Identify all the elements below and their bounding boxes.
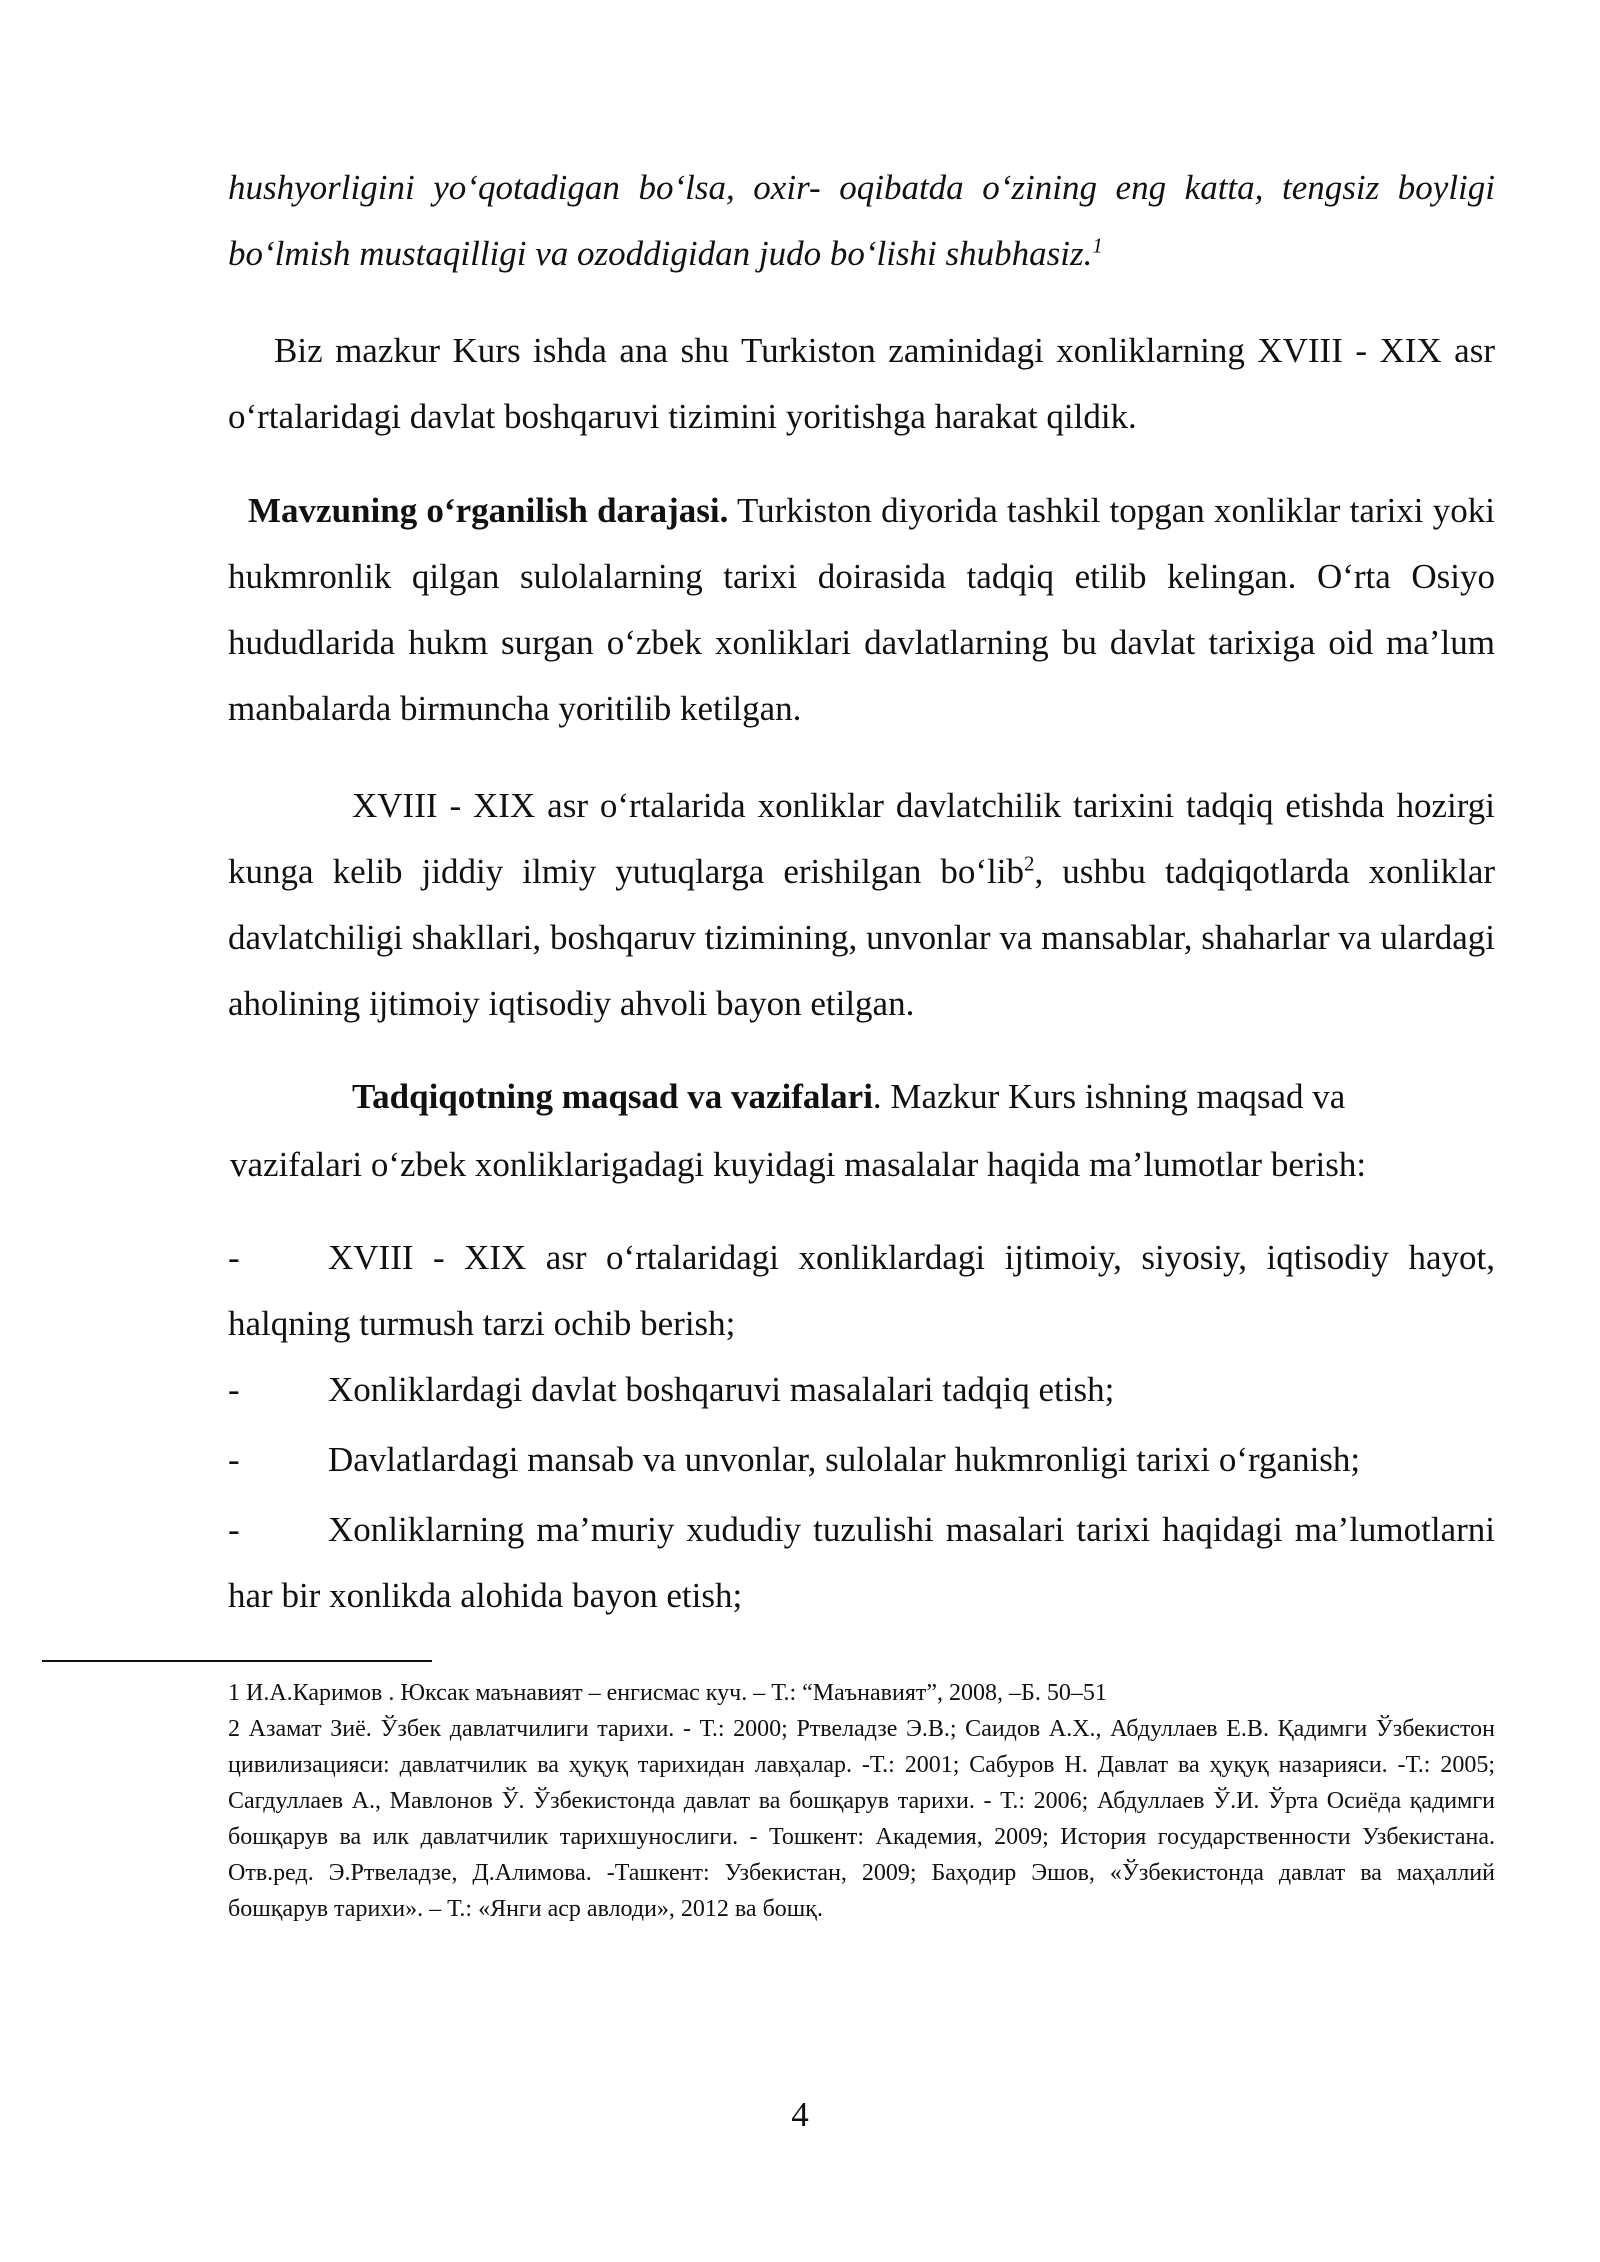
goals-text-b: vazifalari oʻzbek xonliklarigadagi kuyidagi masalalar haqida ma’lumotlar berish: [230,1145,1367,1184]
achievements-text-b: , ushbu tadqiqotlarda xonliklar davlatchiligi shakllari, boshqaruv tizimining, unvonlar va mansablar, shaharlar va ulardagi aholining ijtimoiy iqtisodiy ahvoli bayon etilgan. [228,852,1496,1023]
paragraph-goals [228,1063,1495,1199]
list-dash: - [228,1370,240,1409]
footnote-2: 2 Азамат Зиё. Ўзбек давлатчилиги тарихи. - Т.: 2000; Ртвеладзе Э.В.; Саидов А.Х., Абдуллаев Е.В. Қадимги Ўзбекистон цивилизацияси: давлатчилик ва ҳуқуқ тарихидан лавҳалар. -Т.: 2001; Сабуров Н. Давлат ва ҳуқуқ назарияси. -Т.: 2005; Сагдуллаев А., Мавлонов Ў. Ўзбекистонда давлат ва бошқарув тарихи. - Т.: 2006; Абдуллаев Ў.И. Ўрта Осиёда қадимги бошқарув ва илк давлатчилик тарихшунослиги. - Тошкент: Академия, 2009; История государственности Узбекистана. Отв.ред. Э.Ртвеладзе, Д.Алимова. -Ташкент: Узбекистан, 2009; Баҳодир Эшов, «Ўзбекистонда давлат ва маҳаллий бошқарув тарихи». – Т.: «Янги аср авлоди», 2012 ва бошқ. [228,1716,1495,1922]
list-item [228,1357,1495,1423]
study-level-text: Turkiston diyorida tashkil topgan xonliklar tarixi yoki hukmronlik qilgan sulolalarning tarixi doirasida tadqiq etilib kelingan. Oʻrta Osiyo hududlarida hukm surgan oʻzbek xonliklari davlatlarning bu davlat tarixiga oid ma’lum manbalarda birmuncha yoritilib ketilgan. [228,491,1495,728]
list-item-text: Xonliklardagi davlat boshqaruvi masalalari tadqiq etish; [328,1370,1115,1409]
list-item [228,1427,1495,1493]
footnote-ref-1[interactable]: 1 [1092,233,1103,258]
page-number: 4 [791,2095,809,2134]
quote-text: hushyorligini yoʻqotadigan boʻlsa, oxir- oqibatda oʻzining eng katta, tengsiz boyligi boʻlmish mustaqilligi va ozoddigidan judo boʻlishi shubhasiz. [228,168,1495,273]
list-dash: - [228,1440,240,1479]
paragraph-intro [228,318,1495,450]
list-item [228,1497,1495,1629]
paragraph-quote [228,155,1495,287]
section-heading-study-level: Mavzuning oʻrganilish darajasi. [248,491,729,530]
list-item-text: Xonliklarning ma’muriy xududiy tuzulishi masalari tarixi haqidagi ma’lumotlarni har bir xonlikda alohida bayon etish; [228,1510,1495,1615]
list-dash: - [228,1238,240,1277]
goals-text-a: . Mazkur Kurs ishning maqsad va [872,1077,1346,1116]
footnote-separator [42,1660,432,1662]
list-item [228,1225,1495,1357]
list-item-text: Davlatlardagi mansab va unvonlar, sulolalar hukmronligi tarixi oʻrganish; [328,1440,1361,1479]
footnote-1: 1 И.А.Каримов . Юксак маънавият – енгисмас куч. – Т.: “Маънавият”, 2008, –Б. 50–51 [228,1680,1107,1706]
list-dash: - [228,1510,240,1549]
footnote-ref-2[interactable]: 2 [1024,851,1035,876]
intro-text: Biz mazkur Kurs ishda ana shu Turkiston zaminidagi xonliklarning XVIII - XIX asr oʻrtalaridagi davlat boshqaruvi tizimini yoritishga harakat qildik. [228,331,1495,436]
achievements-text-a: XVIII - XIX asr oʻrtalarida xonliklar davlatchilik tarixini tadqiq etishda hozirgi kunga kelib jiddiy ilmiy yutuqlarga erishilgan boʻlib [228,786,1495,891]
paragraph-achievements [228,773,1495,1037]
list-item-text: XVIII - XIX asr oʻrtalaridagi xonliklardagi ijtimoiy, siyosiy, iqtisodiy hayot, halqning turmush tarzi ochib berish; [228,1238,1495,1343]
paragraph-study-level [228,478,1495,742]
section-heading-goals: Tadqiqotning maqsad va vazifalari [352,1077,873,1116]
